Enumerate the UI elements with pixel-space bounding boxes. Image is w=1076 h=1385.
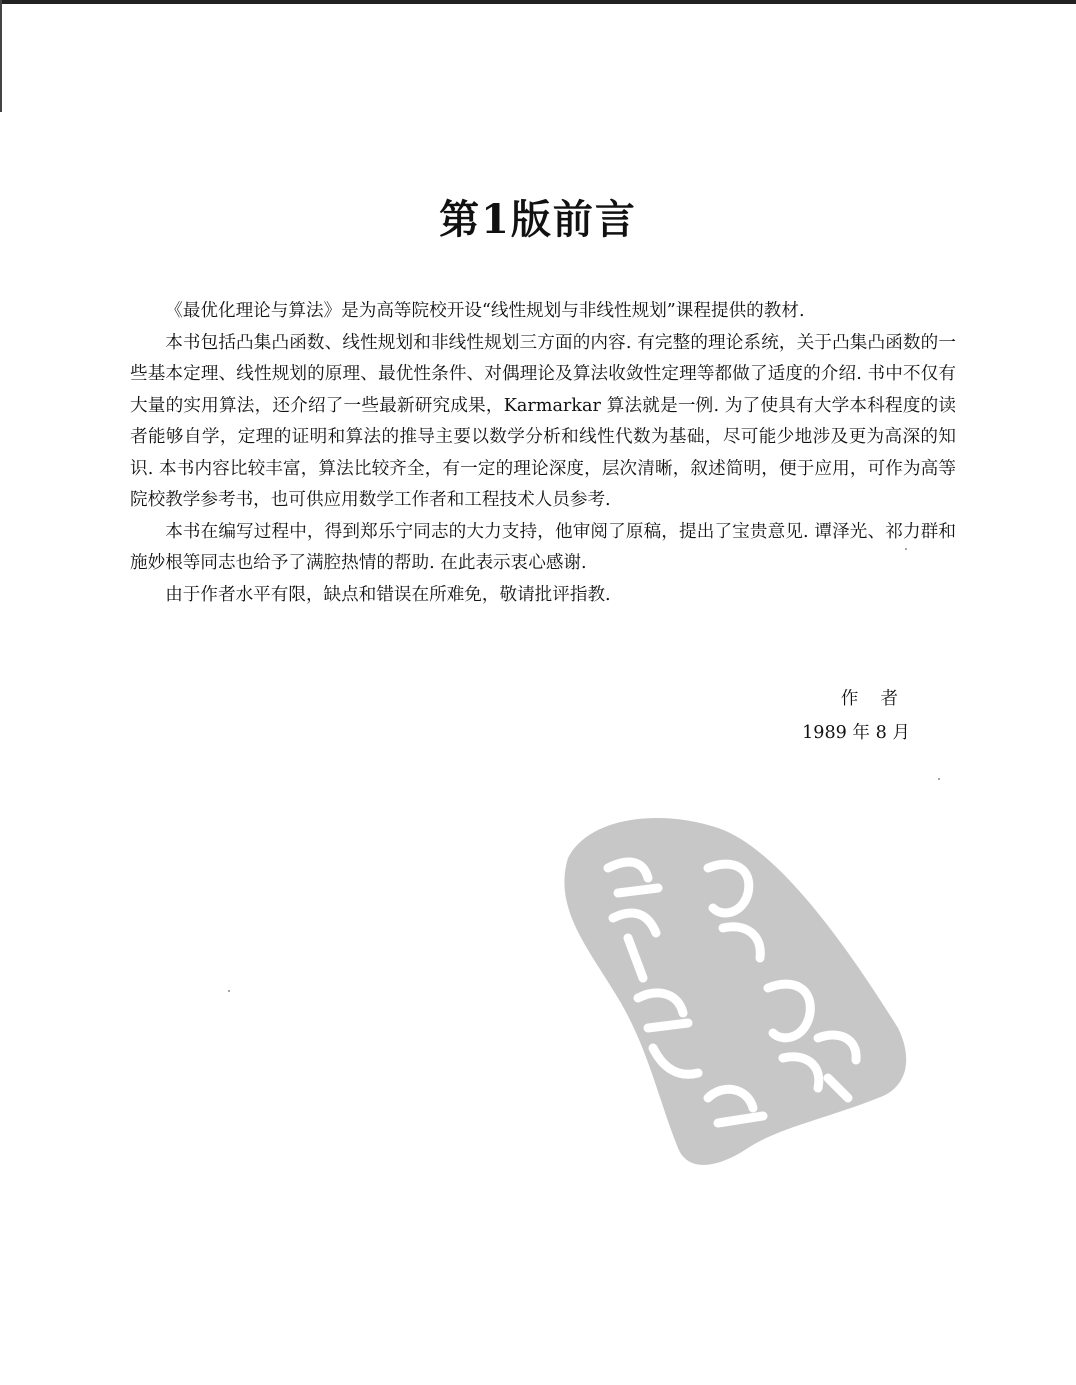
left-margin-rule (0, 0, 2, 112)
signature-author: 作者 (840, 689, 920, 709)
preface-body (130, 296, 956, 611)
paragraph-1: 《最优化理论与算法》是为高等院校开设“线性规划与非线性规划”课程提供的教材. (165, 301, 805, 321)
top-rule (0, 0, 1076, 4)
signature-date: 1989 年 8 月 (802, 723, 910, 743)
signature-block (760, 682, 920, 750)
paragraph-2: 本书包括凸集凸函数、线性规划和非线性规划三方面的内容. 有完整的理论系统，关于凸集凸函数的一些基本定理、线性规划的原理、最优性条件、对偶理论及算法收敛性定理等都做了适度的介绍. 书中不仅有大量的实用算法，还介绍了一些最新研究成果，Karmarkar 算法就是一例. 为了使具有大学本科程度的读者能够自学，定理的证明和算法的推导主要以数学分析和线性代数为基础，尽可能少地涉及更为高深的知识. 本书内容比较丰富，算法比较齐全，有一定的理论深度，层次清晰，叙述简明，便于应用，可作为高等院校教学参考书，也可供应用数学工作者和工程技术人员参考. (130, 332, 956, 510)
scan-speck (938, 778, 940, 780)
scan-speck (228, 990, 230, 992)
scan-speck (905, 548, 907, 550)
paragraph-4: 由于作者水平有限，缺点和错误在所难免，敬请批评指教. (165, 584, 611, 605)
paragraph-3: 本书在编写过程中，得到郑乐宁同志的大力支持，他审阅了原稿，提出了宝贵意见. 谭泽光、祁力群和施妙根等同志也给予了满腔热情的帮助. 在此表示衷心感谢. (130, 521, 956, 573)
page-title: 第1版前言 (439, 196, 637, 243)
seal-stamp-icon (548, 798, 918, 1178)
